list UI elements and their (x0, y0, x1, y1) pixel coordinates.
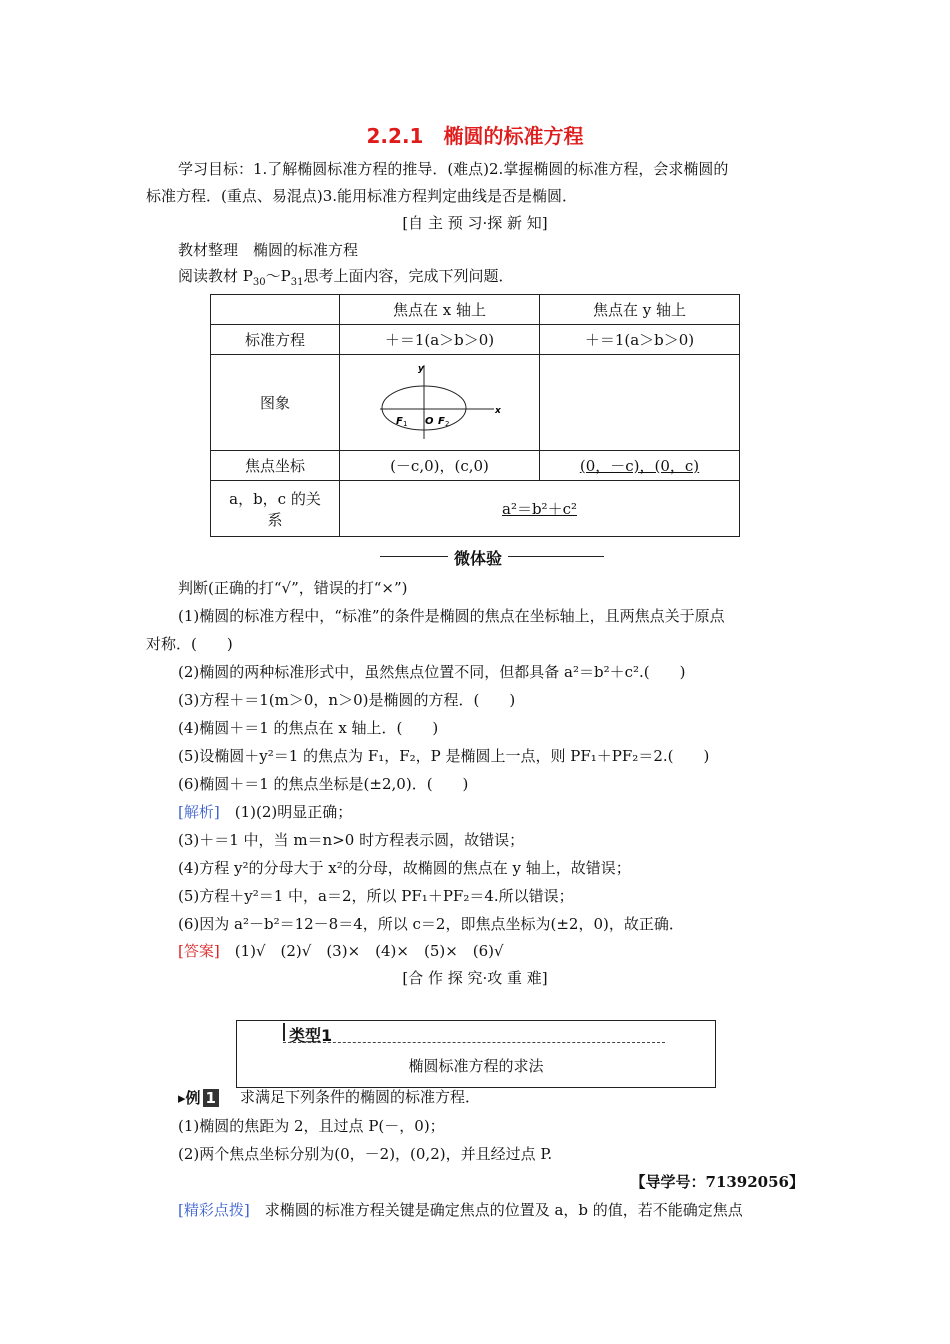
focus-1-sub: 1 (402, 419, 407, 428)
answer-tag: [答案] (178, 942, 220, 960)
item-1b: 对称．( ) (146, 635, 233, 653)
header-x-axis: 焦点在 x 轴上 (340, 295, 540, 325)
focus-2-sub: 2 (444, 419, 449, 428)
label-abc-relation (211, 481, 340, 537)
item-1a: (1)椭圆的标准方程中，“标准”的条件是椭圆的焦点在坐标轴上，且两焦点关于原点 (178, 607, 725, 625)
type-caption: 椭圆标准方程的求法 (408, 1057, 544, 1075)
type-box-tick (283, 1023, 285, 1041)
graph-cell (340, 355, 540, 451)
item-3: (3)方程＋＝1(m＞0，n＞0)是椭圆的方程．( ) (178, 691, 516, 709)
goals-line-1: 学习目标：1.了解椭圆标准方程的推导．(难点)2.掌握椭圆的标准方程，会求椭圆的 (178, 160, 729, 178)
focus-coords-x: (－c,0)，(c,0) (340, 451, 540, 481)
x-axis-label: x (494, 405, 501, 416)
goals-line-2: 标准方程．(重点、易混点)3.能用标准方程判定曲线是否是椭圆． (146, 187, 578, 205)
section-header-explore: [合 作 探 究·攻 重 难] (402, 969, 548, 987)
hint-line (178, 1200, 743, 1220)
graph-cell-empty (540, 355, 740, 451)
analysis-6: (6)因为 a²－b²＝12－8＝4，所以 c＝2，即焦点坐标为(±2，0)，故正确． (178, 915, 684, 933)
example-text: 求满足下列条件的椭圆的标准方程． (240, 1088, 481, 1106)
ellipse-standard-table (210, 294, 740, 537)
jiexi-tag: [解析] (178, 803, 220, 821)
equation-y: ＋＝1(a＞b＞0) (540, 325, 740, 355)
example-number: 1 (203, 1089, 219, 1107)
item-5: (5)设椭圆＋y²＝1 的焦点为 F₁，F₂，P 是椭圆上一点，则 PF₁＋PF₂＝2.( ) (178, 747, 710, 765)
judge-intro: 判断(正确的打“√”，错误的打“×”) (178, 579, 408, 597)
abc-relation-cell (340, 481, 740, 537)
label-abc-line-2: 系 (267, 510, 283, 529)
item-4: (4)椭圆＋＝1 的焦点在 x 轴上．( ) (178, 719, 439, 737)
type-box-dashed-line (283, 1042, 665, 1043)
hint-text: 求椭圆的标准方程关键是确定焦点的位置及 a，b 的值，若不能确定焦点 (249, 1201, 743, 1219)
header-y-axis: 焦点在 y 轴上 (540, 295, 740, 325)
jiexi-text: (1)(2)明显正确； (219, 803, 353, 821)
example-tag (178, 1087, 219, 1108)
label-abc-line-1: a，b，c 的关 (229, 489, 321, 508)
focus-coords-y-cell (540, 451, 740, 481)
ellipse-graph (370, 361, 510, 441)
table-corner (211, 295, 340, 325)
analysis-4: (4)方程 y²的分母大于 x²的分母，故椭圆的焦点在 y 轴上，故错误； (178, 859, 631, 877)
label-standard-equation: 标准方程 (211, 325, 340, 355)
focus-2-label: F (437, 415, 445, 427)
equation-x: ＋＝1(a＞b＞0) (340, 325, 540, 355)
hint-tag: [精彩点拨] (178, 1201, 250, 1219)
reading-instruction (178, 266, 513, 293)
label-focus-coords: 焦点坐标 (211, 451, 340, 481)
read-prefix: 阅读教材 P (178, 267, 253, 285)
y-axis-label: y (417, 363, 424, 374)
label-graph: 图象 (211, 355, 340, 451)
example-arrow-icon: ▸ (178, 1089, 186, 1107)
condition-1: (1)椭圆的焦距为 2，且过点 P(－，0)； (178, 1117, 445, 1135)
analysis-5: (5)方程＋y²＝1 中，a＝2，所以 PF₁＋PF₂＝4.所以错误； (178, 887, 574, 905)
focus-1-label: F (395, 415, 403, 427)
answer-line (178, 941, 504, 961)
condition-2: (2)两个焦点坐标分别为(0，－2)，(0,2)，并且经过点 P. (178, 1145, 553, 1163)
read-page-1: 30 (252, 277, 266, 288)
analysis-3: (3)＋＝1 中，当 m＝n>0 时方程表示圆，故错误； (178, 831, 525, 849)
item-2: (2)椭圆的两种标准形式中，虽然焦点位置不同，但都具备 a²＝b²＋c².( ) (178, 663, 686, 681)
read-page-2: 31 (290, 277, 304, 288)
type-box (236, 1020, 716, 1088)
guide-number: 【导学号：71392056】 (630, 1173, 804, 1191)
read-suffix: 思考上面内容，完成下列问题． (303, 267, 514, 285)
item-6: (6)椭圆＋＝1 的焦点坐标是(±2,0)．( ) (178, 775, 469, 793)
read-mid: ～P (265, 267, 291, 285)
focus-coords-y: (0，－c)，(0，c) (579, 457, 700, 475)
origin-label: O (424, 415, 434, 427)
weitiyan-heading: 微体验 (448, 546, 508, 569)
material-heading: 教材整理 椭圆的标准方程 (178, 241, 359, 259)
example-prefix: 例 (185, 1089, 201, 1107)
abc-relation: a²＝b²＋c² (502, 500, 577, 518)
jiexi-line (178, 802, 352, 822)
page-title: 2.2.1 椭圆的标准方程 (366, 124, 584, 148)
type-label: 类型1 (289, 1026, 333, 1045)
answer-text: (1)√ (2)√ (3)× (4)× (5)× (6)√ (219, 942, 504, 960)
section-header-preview: [自 主 预 习·探 新 知] (402, 214, 548, 232)
